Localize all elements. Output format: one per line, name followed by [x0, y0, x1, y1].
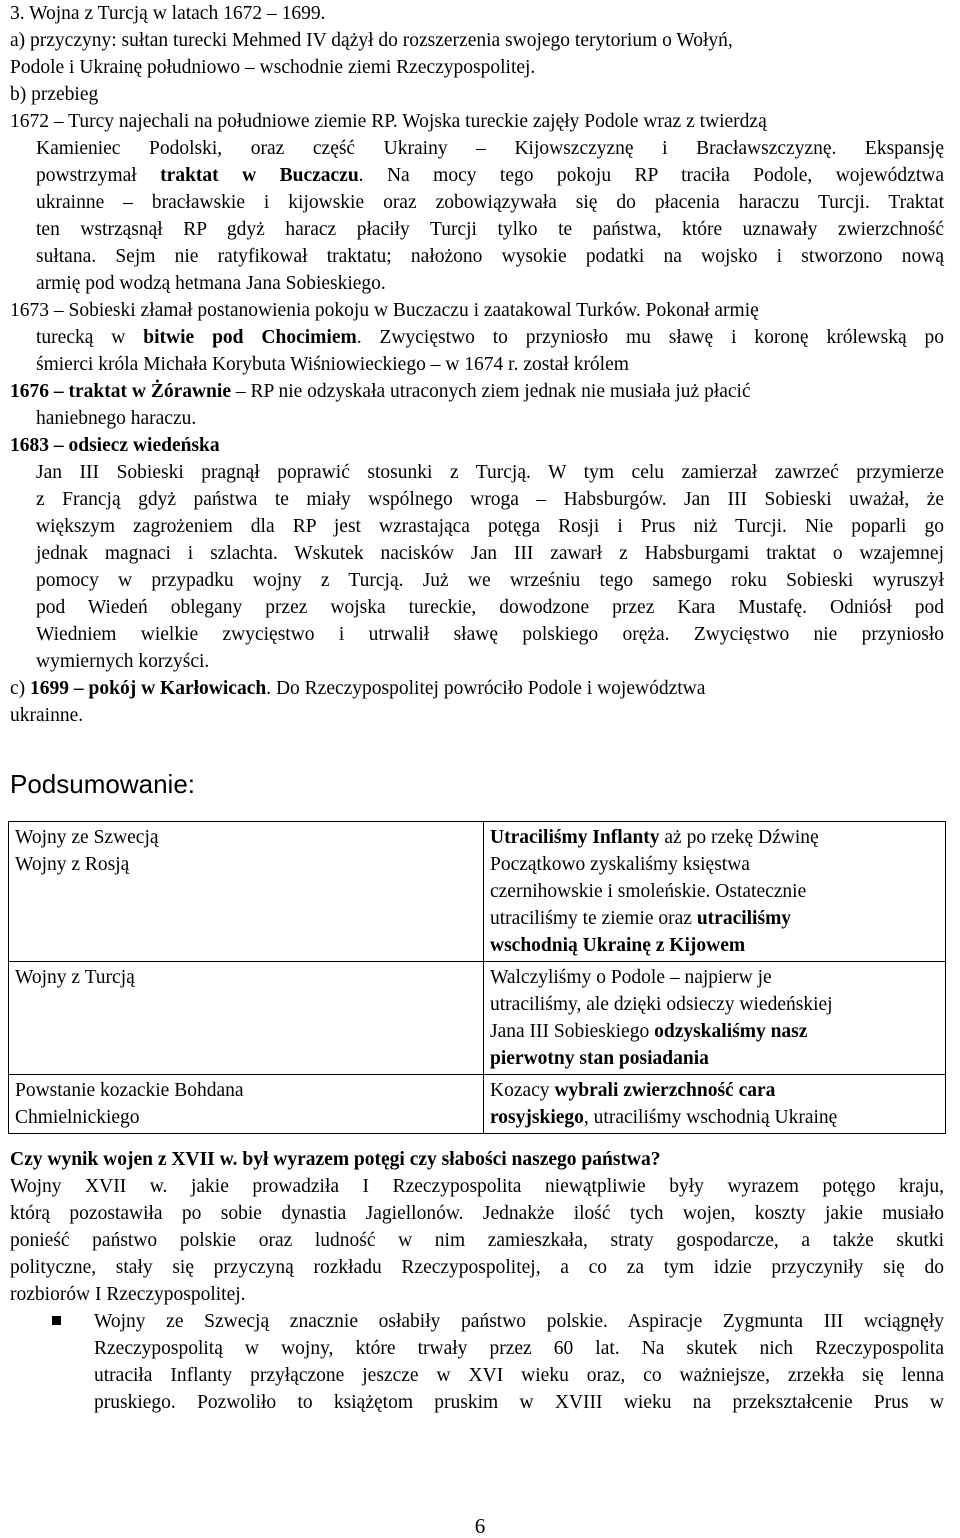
course-label: b) przebieg: [10, 84, 99, 105]
text-line: pod Wiedeń oblegany przez wojska tureckie, dowodzone przez Kara Mustafę. Odniósł pod: [36, 597, 944, 618]
text-line: 1673 – Sobieski złamał postanowienia pokoju w Buczaczu i zaatakowal Turków. Pokonał armię: [10, 300, 759, 321]
peace-karlowitz: 1699 – pokój w Karłowicach: [30, 678, 267, 699]
text-span: – RP nie odzyskała utraconych ziem jednak nie musiała już płacić: [230, 381, 751, 402]
text-line: [10, 378, 944, 405]
text-line: ponieść państwo polskie oraz ludność w nim zamieszkała, straty gospodarcze, a także skutki: [10, 1230, 944, 1251]
text-line: Wojny XVII w. jakie prowadziła I Rzeczypospolita niewątpliwie były wyrazem potęgo kraju,: [10, 1176, 944, 1197]
cell-text: utraciliśmy, ale dzięki odsieczy wiedeńskiej: [490, 994, 833, 1015]
section-title: 3. Wojna z Turcją w latach 1672 – 1699.: [10, 3, 326, 24]
table-cell: [9, 1075, 484, 1134]
text-line: rozbiorów I Rzeczypospolitej.: [10, 1284, 246, 1305]
cell-text: Wojny z Turcją: [15, 967, 135, 988]
text-line: [10, 162, 944, 189]
vienna-relief-heading: 1683 – odsiecz wiedeńska: [10, 435, 220, 456]
summary-heading: Podsumowanie:: [10, 769, 195, 799]
causes-line-1: a) przyczyny: sułtan turecki Mehmed IV dążył do rozszerzenia swojego terytorium o Wołyń,: [10, 30, 733, 51]
paragraph-1699: [10, 675, 944, 729]
text-line: ukrainne – bracławskie i kijowskie oraz zobowiązywała się do płacenia haraczu Turcji. Traktat: [36, 192, 944, 213]
table-cell: [9, 962, 484, 1075]
square-bullet-icon: [52, 1316, 61, 1325]
cell-text: [490, 1077, 939, 1104]
text-span: , utraciliśmy wschodnią Ukrainę: [583, 1107, 838, 1128]
cell-text: Walczyliśmy o Podole – najpierw je: [490, 967, 772, 988]
cell-text: Wojny z Rosją: [15, 854, 130, 875]
cell-text: [490, 1018, 939, 1045]
table-cell: [484, 962, 946, 1075]
cell-text: [490, 905, 939, 932]
paragraph-1673: [10, 297, 944, 378]
table-cell: [9, 822, 484, 962]
text-line: 1672 – Turcy najechali na południowe ziemie RP. Wojska tureckie zajęły Podole wraz z twierdzą: [10, 111, 767, 132]
text-span: utraciliśmy te ziemie oraz: [490, 908, 697, 929]
text-span: Kozacy: [490, 1080, 555, 1101]
text-line: którą pozostawiła po sobie dynastia Jagiellonów. Jednakże ilość tych wojen, koszty jakie musiało: [10, 1203, 944, 1224]
cell-text: Początkowo zyskaliśmy księstwa: [490, 854, 750, 875]
text-span: turecką w: [36, 327, 144, 348]
text-line: jednak magnaci i szlachta. Wskutek nacisków Jan III zawarł z Habsburgami traktat o wzajemnej: [36, 543, 944, 564]
text-line: ukrainne.: [10, 705, 84, 726]
page-number: 6: [474, 1514, 486, 1538]
table-row: [9, 822, 946, 962]
text-line: wymiernych korzyści.: [36, 651, 210, 672]
text-line: pruskiego. Pozwoliło to książętom pruskim w XVIII wieku na przekształcenie Prus w: [94, 1392, 944, 1413]
cell-text: czernihowskie i smoleńskie. Ostatecznie: [490, 881, 807, 902]
text-line: haniebnego haraczu.: [36, 408, 197, 429]
treaty-buczacz: traktat w Buczaczu: [160, 165, 359, 186]
text-line: Wojny ze Szwecją znacznie osłabiły państwo polskie. Aspiracje Zygmunta III wciągnęły: [94, 1311, 944, 1332]
text-line: ten wstrząsnął RP gdyż haracz płaciły Turcji tylko te państwa, które uznawały zwierzchność: [36, 219, 944, 240]
cell-text: [490, 824, 939, 851]
text-line: Jan III Sobieski pragnął poprawić stosunki z Turcją. W tym celu zamierzał zawrzeć przymierze: [36, 462, 944, 483]
bold-text: pierwotny stan posiadania: [490, 1048, 709, 1069]
bold-text: Utraciliśmy Inflanty: [490, 827, 660, 848]
paragraph-1672: [10, 108, 944, 297]
text-span: . Do Rzeczypospolitej powróciło Podole i województwa: [266, 678, 706, 699]
question: Czy wynik wojen z XVII w. był wyrazem potęgi czy słabości naszego państwa?: [10, 1149, 661, 1170]
text-span: Jana III Sobieskiego: [490, 1021, 655, 1042]
table-row: [9, 1075, 946, 1134]
paragraph-1683: [10, 432, 944, 675]
treaty-zorawno: 1676 – traktat w Żórawnie: [10, 381, 231, 402]
cell-text: Chmielnickiego: [15, 1107, 140, 1128]
answer-paragraph: [10, 1173, 944, 1308]
text-span: . Na mocy tego pokoju RP traciła Podole, województwa: [358, 165, 944, 186]
cell-text: [490, 932, 939, 959]
paragraph-1676: [10, 378, 944, 432]
text-line: sułtana. Sejm nie ratyfikował traktatu; nałożono wysokie podatki na wojsko i stworzono nową: [36, 246, 944, 267]
bold-text: wschodnią Ukrainę z Kijowem: [490, 935, 746, 956]
text-line: Rzeczypospolitą w wojny, które trwały przez 60 lat. Na skutek nich Rzeczypospolita: [94, 1338, 944, 1359]
text-line: z Francją gdyż państwa te miały wspólnego wroga – Habsburgów. Jan III Sobieski uważał, że: [36, 489, 944, 510]
text-line: Kamieniec Podolski, oraz część Ukrainy – Kijowszczyznę i Bracławszczyznę. Ekspansję: [36, 138, 944, 159]
table-cell: [484, 822, 946, 962]
bold-text: rosyjskiego: [490, 1107, 584, 1128]
text-line: śmierci króla Michała Korybuta Wiśniowieckiego – w 1674 r. został królem: [36, 354, 629, 375]
text-line: armię pod wodzą hetmana Jana Sobieskiego.: [36, 273, 386, 294]
document-page: [10, 0, 944, 1416]
text-line: utraciła Inflanty przyłączone jeszcze w XVI wieku oraz, co ważniejsze, zrzekła się lenna: [94, 1365, 944, 1386]
text-line: polityczne, stały się przyczyną rozkładu Rzeczypospolitej, a co za tym idzie przyczyniły się do: [10, 1257, 944, 1278]
battle-chocim: bitwie pod Chocimiem: [143, 327, 357, 348]
text-line: [10, 675, 944, 702]
text-span: powstrzymał: [36, 165, 161, 186]
bold-text: wybrali zwierzchność cara: [554, 1080, 776, 1101]
summary-table: [8, 821, 946, 1134]
text-line: [10, 324, 944, 351]
text-span: aż po rzekę Dźwinę: [659, 827, 819, 848]
list-item: [10, 1308, 944, 1416]
cell-text: Powstanie kozackie Bohdana: [15, 1080, 244, 1101]
table-cell: [484, 1075, 946, 1134]
cell-text: [490, 1104, 939, 1131]
bold-text: utraciliśmy: [696, 908, 792, 929]
text-line: Wiedniem wielkie zwycięstwo i utrwalił sławę polskiego oręża. Zwycięstwo nie przyniosło: [36, 624, 944, 645]
text-line: [10, 432, 944, 459]
cell-text: [490, 1045, 939, 1072]
text-line: większym zagrożeniem dla RP jest wzrastająca potęga Rosji i Prus niż Turcji. Nie poparli go: [36, 516, 944, 537]
causes-line-2: Podole i Ukrainę południowo – wschodnie ziemi Rzeczypospolitej.: [10, 57, 536, 78]
table-row: [9, 962, 946, 1075]
cell-text: Wojny ze Szwecją: [15, 827, 159, 848]
bold-text: odzyskaliśmy nasz: [654, 1021, 808, 1042]
text-span: c): [10, 678, 31, 699]
text-line: pomocy w przypadku wojny z Turcją. Już we wrześniu tego samego roku Sobieski wyruszył: [36, 570, 944, 591]
text-span: . Zwycięstwo to przyniosło mu sławę i koronę królewską po: [356, 327, 945, 348]
